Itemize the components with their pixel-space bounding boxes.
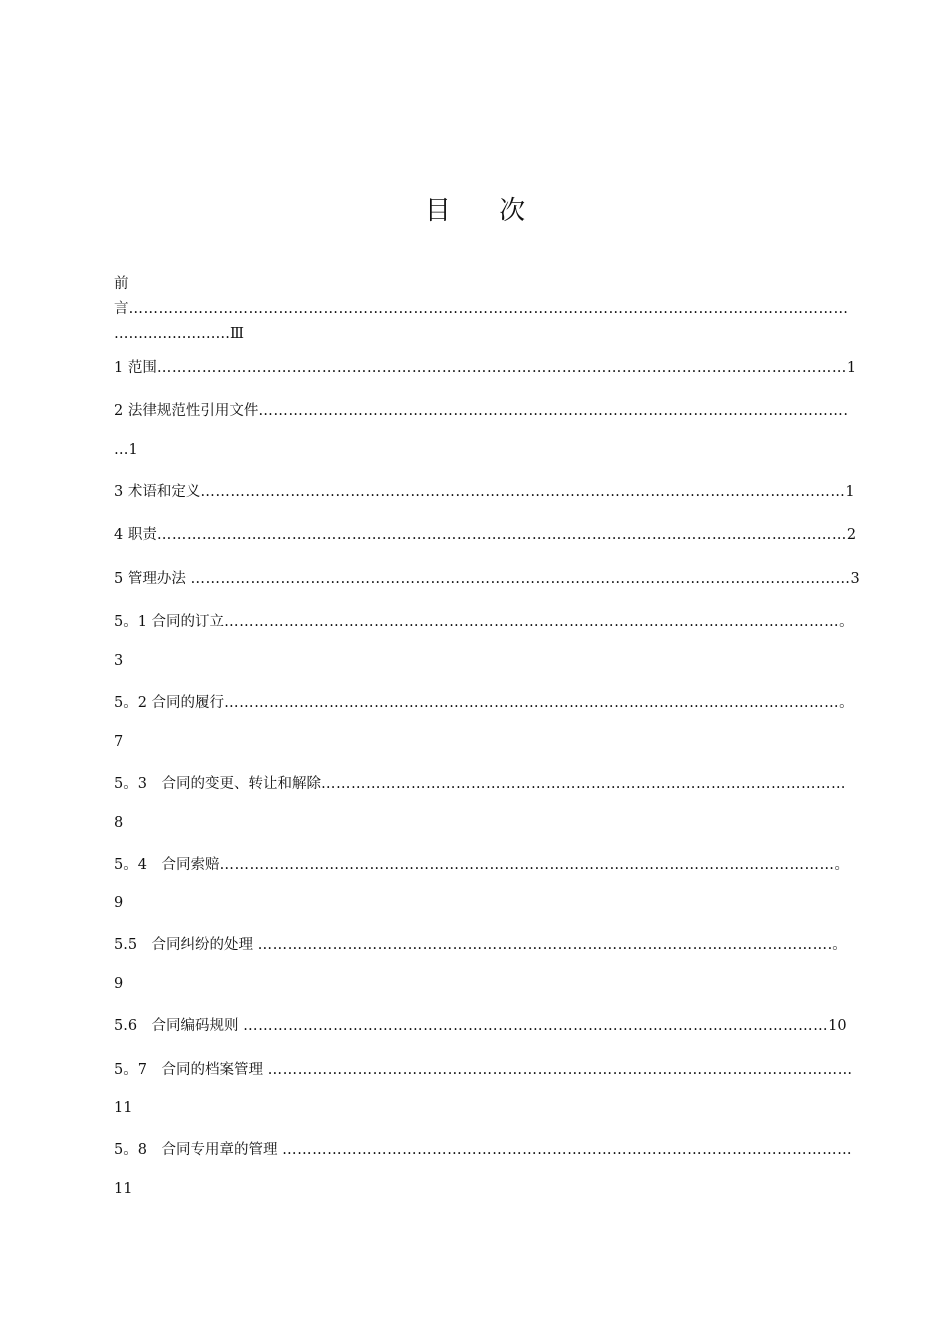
toc-page-number: 7 [114,734,124,750]
toc-leader-dots: …………………………………………………………………………………………………………… [224,695,840,711]
toc-page-number: 2 [846,527,857,543]
toc-page-number: 8 [114,815,124,831]
toc-entry-duties [114,525,856,545]
toc-leader-dots: …………………………………………………………………………………………………………… [224,614,840,630]
toc-tail: 。 [839,614,854,630]
toc-tail: . [843,403,848,419]
toc-entry-text: 4 职责 [114,527,157,543]
toc-leader-dots: ………………………………………………………………………………………………………………………… [156,360,847,376]
toc-entry-text: 5。8 合同专用章的管理 [114,1142,283,1158]
toc-entry-text: 5.5 合同纠纷的处理 [114,937,258,953]
toc-entry-5-4 [114,855,849,875]
toc-entry-text: 1 范围 [114,360,157,376]
toc-page-number: 3 [114,653,124,669]
toc-entry-text: 5。1 合同的订立 [114,614,225,630]
toc-entry-text: 5。4 合同索赔 [114,857,220,873]
toc-entry-5-2 [114,693,854,713]
toc-page-number: 11 [114,1100,133,1116]
toc-entry-5-8 [114,1140,852,1160]
toc-leader-dots: ……………………………………………………………………………………………………… [243,1018,829,1034]
toc-page-number: 9 [114,976,124,992]
toc-leader-dots: …………………………………………………………………………………………… [320,776,846,792]
toc-entry-terms [114,482,855,502]
toc-page-number: 1 [845,484,855,500]
toc-entry-text: 5。7 合同的档案管理 [114,1062,268,1078]
toc-entry-5-7 [114,1060,853,1080]
toc-entry-text: 3 术语和定义 [114,484,201,500]
toc-entry-text: 5 管理办法 [114,571,191,587]
toc-entry-text: 5.6 合同编码规则 [114,1018,244,1034]
toc-entry-text: 5。2 合同的履行 [114,695,225,711]
toc-leader-dots: …………………………………………………………………………………………………… [257,937,828,953]
page-title: 目 次 [424,196,546,226]
toc-page-number: …1 [114,442,138,458]
toc-entry-text: 5。3 合同的变更、转让和解除 [114,776,321,792]
toc-leader-dots: …………………………………………………………………………………………………… [282,1142,853,1158]
toc-page-number: 3 [850,571,860,587]
toc-leader-dots: ………………………………………………………………………………………………………………………… [156,527,847,543]
toc-page-number: 9 [114,895,124,911]
toc-tail: 。 [834,857,849,873]
toc-page-number: 10 [828,1018,847,1034]
toc-leader-dots: ……………………………………………………………………………………………………………………………… [128,301,849,317]
toc-entry-preface-line2 [114,299,849,319]
toc-entry-text: 2 法律规范性引用文件 [114,403,259,419]
toc-leader-dots: …………………………………………………………………………………………………………… [219,857,835,873]
toc-tail: .。 [827,937,847,953]
toc-entry-5-6 [114,1016,847,1036]
toc-leader-dots: …………………………………………………………………………………………………………………… [190,571,851,587]
toc-leader-dots: ……………………………………………………………………………………………………… [258,403,844,419]
toc-tail: 。 [839,695,854,711]
toc-entry-text: 言 [114,301,129,317]
toc-entry-management [114,569,860,589]
toc-leader-dots: ……………………………………………………………………………………………………… [267,1062,853,1078]
toc-leader-dots: ………………………………………………………………………………………………………………… [200,484,846,500]
toc-entry-preface-line1: 前 [114,276,129,292]
toc-entry-scope [114,358,856,378]
toc-page-number: 11 [114,1181,133,1197]
toc-entry-5-1 [114,612,854,632]
toc-entry-5-5 [114,935,847,955]
toc-entry-5-3 [114,774,846,794]
toc-entry-preface-page: ……………………Ⅲ [114,326,244,342]
toc-entry-references [114,401,848,421]
toc-page-number: 1 [846,360,857,376]
